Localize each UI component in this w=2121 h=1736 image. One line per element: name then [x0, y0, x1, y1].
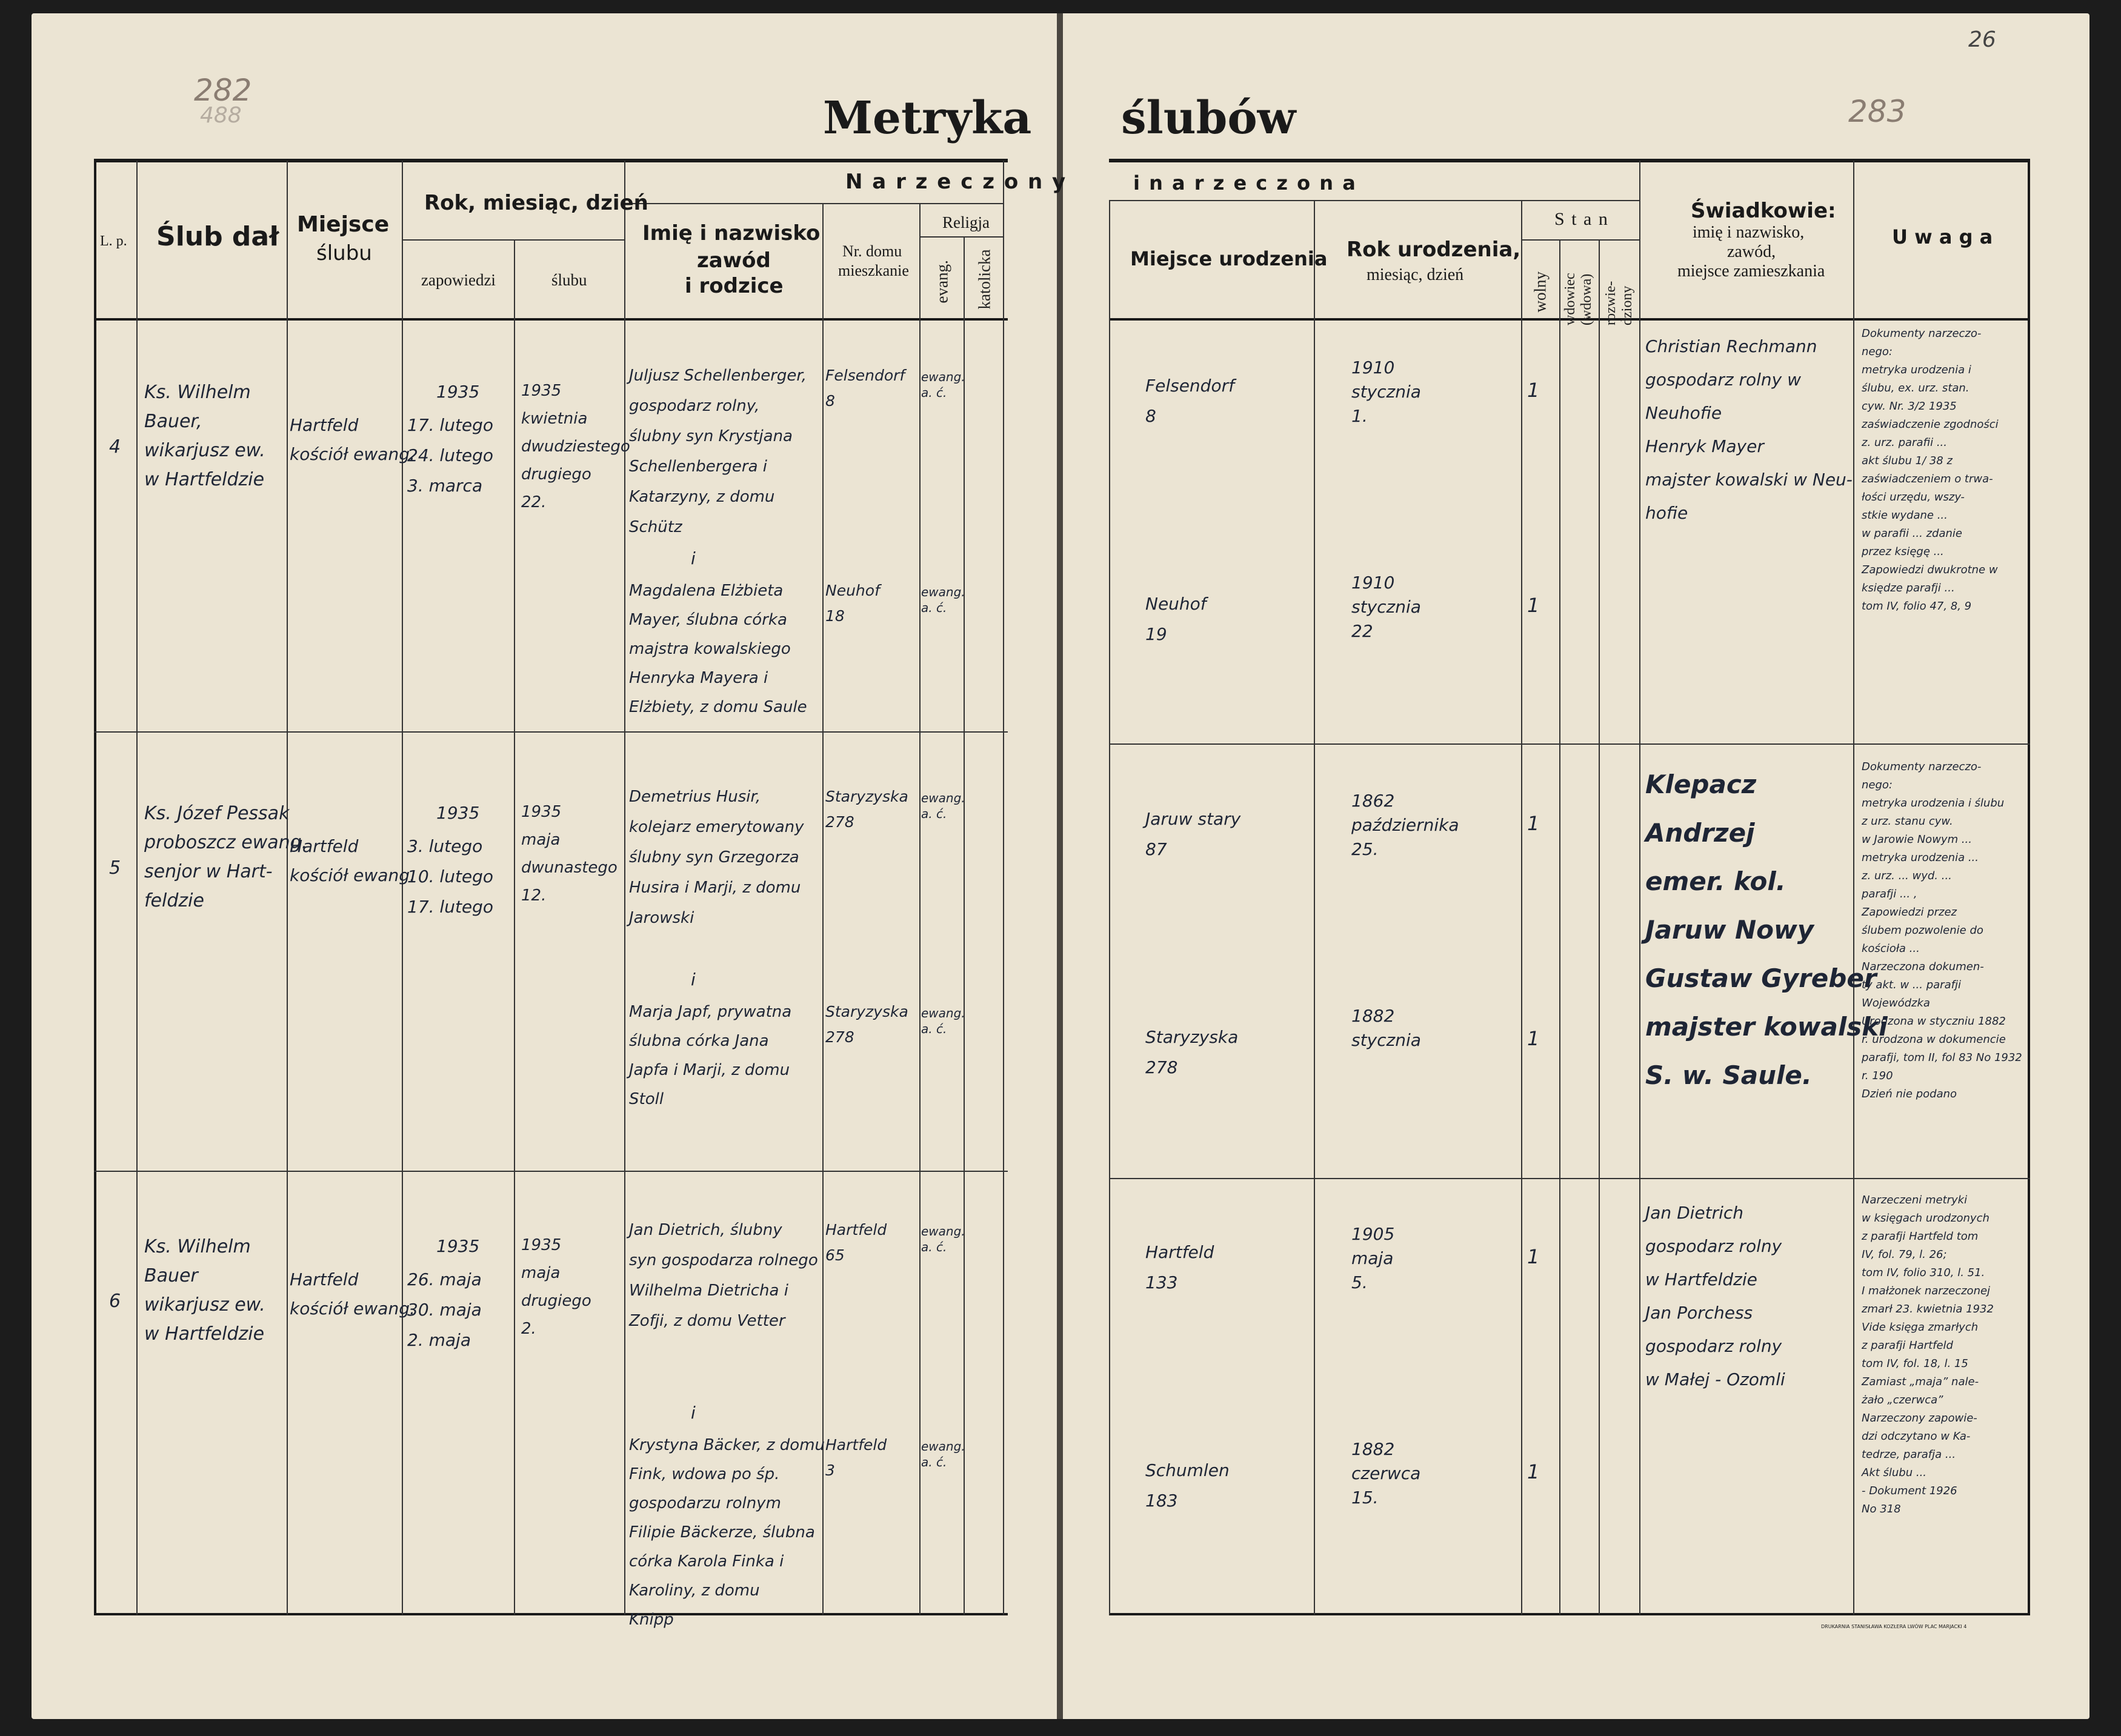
- groom-religion: a. ć.: [921, 806, 947, 821]
- bride-house: 3: [825, 1462, 835, 1479]
- groom-birthdate: maja: [1351, 1248, 1394, 1268]
- remarks: Dokumenty narzeczo-: [1862, 760, 1982, 773]
- wedding-date: kwietnia: [521, 410, 588, 428]
- entry-lp: 4: [109, 436, 121, 457]
- remarks: Zapowiedzi przez: [1862, 906, 1957, 919]
- and-separator: i: [691, 969, 696, 989]
- header-swiadkowie: Świadkowie:: [1691, 199, 1836, 223]
- bride-religion: a. ć.: [921, 1455, 947, 1469]
- officiant: w Hartfeldzie: [144, 1323, 265, 1345]
- witnesses: Gustaw Gyreber: [1645, 963, 1877, 993]
- and-separator: i: [691, 1403, 696, 1423]
- bride-religion: ewang.: [921, 1439, 965, 1454]
- remarks: cyw. Nr. 3/2 1935: [1862, 400, 1957, 413]
- remarks: r. 190: [1862, 1069, 1893, 1082]
- bride-birthplace: 183: [1145, 1491, 1178, 1511]
- remarks: z urz. stanu cyw.: [1862, 815, 1953, 828]
- header-rok-miesiac-dzien: Rok, miesiąc, dzień: [424, 191, 648, 215]
- bride-religion: a. ć.: [921, 1022, 947, 1036]
- and-separator: i: [691, 548, 696, 568]
- row-divider-1-left: [94, 731, 1008, 733]
- officiant: w Hartfeldzie: [144, 469, 265, 490]
- groom-house: 8: [825, 392, 835, 410]
- bride-details: Mayer, ślubna córka: [629, 611, 787, 629]
- remarks: w księgach urodzonych: [1862, 1212, 1989, 1225]
- remarks: Narzeczony zapowie-: [1862, 1412, 1977, 1425]
- remarks: metryka urodzenia ...: [1862, 851, 1979, 864]
- groom-birthplace: 133: [1145, 1272, 1178, 1292]
- groom-religion: a. ć.: [921, 1240, 947, 1254]
- bride-stan: 1: [1527, 594, 1540, 617]
- bride-birthplace: 19: [1145, 624, 1167, 644]
- remarks: Narzeczona dokumen-: [1862, 960, 1984, 973]
- groom-house: Felsendorf: [825, 367, 905, 384]
- groom-birthdate: stycznia: [1351, 382, 1421, 402]
- remarks: dzi odczytano w Ka-: [1862, 1430, 1971, 1443]
- groom-details: Husira i Marji, z domu: [629, 879, 801, 897]
- bride-birthplace: Neuhof: [1145, 594, 1207, 614]
- groom-details: Juljusz Schellenberger,: [629, 367, 807, 385]
- witnesses: gospodarz rolny w: [1645, 370, 1801, 390]
- groom-birthplace: 87: [1145, 839, 1167, 859]
- header-mieszkanie: mieszkanie: [838, 262, 909, 279]
- bride-details: Filipie Bäckerze, ślubna: [629, 1523, 815, 1541]
- remarks: w parafii ... zdanie: [1862, 527, 1962, 540]
- remarks: ty akt. w ... parafji: [1862, 979, 1961, 991]
- witnesses: Henryk Mayer: [1645, 436, 1764, 456]
- header-rok-urodzenia: Rok urodzenia,: [1347, 238, 1521, 262]
- col-line: [287, 161, 288, 1615]
- witnesses: Jan Dietrich: [1645, 1203, 1744, 1223]
- groom-details: Zofji, z domu Vetter: [629, 1312, 785, 1330]
- header-bottom-border-left: [94, 318, 1008, 321]
- row-divider-1-right: [1109, 743, 2030, 745]
- remarks: z parafji Hartfeld: [1862, 1339, 1953, 1352]
- groom-religion: ewang.: [921, 791, 965, 805]
- officiant: Bauer: [144, 1265, 198, 1286]
- bride-details: Henryka Mayera i: [629, 669, 768, 687]
- remarks: zmarł 23. kwietnia 1932: [1862, 1303, 1994, 1315]
- bride-birthplace: Staryzyska: [1145, 1027, 1239, 1047]
- banns-year: 1935: [436, 382, 480, 402]
- witnesses: gospodarz rolny: [1645, 1336, 1782, 1356]
- groom-birthplace: Jaruw stary: [1145, 809, 1241, 829]
- remarks: akt ślubu 1/ 38 z: [1862, 454, 1953, 467]
- groom-details: Demetrius Husir,: [629, 788, 761, 806]
- witnesses: gospodarz rolny: [1645, 1236, 1782, 1256]
- groom-details: Jan Dietrich, ślubny: [629, 1221, 782, 1239]
- table-top-border-right: [1109, 159, 2030, 162]
- bride-details: Magdalena Elżbieta: [629, 582, 784, 600]
- banns-dates: 2. maja: [407, 1330, 471, 1350]
- groom-birthdate: 5.: [1351, 1272, 1368, 1292]
- col-line: [136, 161, 138, 1615]
- bride-stan: 1: [1527, 1460, 1540, 1483]
- subheader-line: [919, 236, 1003, 238]
- bride-birthplace: Schumlen: [1145, 1460, 1230, 1480]
- col-line: [822, 203, 824, 1615]
- bride-birthdate: 1882: [1351, 1006, 1395, 1026]
- groom-stan: 1: [1527, 1245, 1540, 1268]
- bride-details: Krystyna Bäcker, z domu: [629, 1436, 825, 1454]
- col-line: [1109, 200, 1110, 1615]
- col-line: [624, 161, 625, 1615]
- col-line: [1559, 239, 1560, 1615]
- wedding-date: 1935: [521, 1236, 562, 1254]
- officiant: proboszcz ewang.: [144, 832, 308, 853]
- officiant: wikarjusz ew.: [144, 440, 265, 461]
- banns-dates: 17. lutego: [407, 415, 494, 435]
- page-title-right: ślubów: [1121, 92, 1296, 144]
- witnesses: S. w. Saule.: [1645, 1060, 1812, 1090]
- marriage-place: kościół ewang.: [290, 865, 415, 885]
- header-rodzice: i rodzice: [685, 274, 784, 298]
- witnesses: w Hartfeldzie: [1645, 1269, 1757, 1289]
- remarks: I małżonek narzeczonej: [1862, 1285, 1991, 1297]
- bride-house: Staryzyska: [825, 1003, 908, 1020]
- header-stan: S t a n: [1554, 209, 1609, 229]
- remarks: Wojewódzka: [1862, 997, 1930, 1009]
- col-line: [964, 236, 965, 1615]
- groom-birthdate: 1.: [1351, 406, 1368, 426]
- witnesses: Jaruw Nowy: [1645, 915, 1814, 945]
- groom-details: Wilhelma Dietricha i: [629, 1282, 788, 1300]
- table-bottom-border-left: [94, 1613, 1008, 1615]
- header-religja: Religja: [942, 213, 990, 231]
- remarks: - Dokument 1926: [1862, 1485, 1957, 1497]
- remarks: Zamiast „maja” nale-: [1862, 1375, 1979, 1388]
- bride-birthplace: 278: [1145, 1057, 1178, 1077]
- left-border: [94, 159, 96, 1615]
- header-slubu: ślubu: [316, 241, 372, 265]
- bride-birthdate: stycznia: [1351, 597, 1421, 617]
- header-slubu-date: ślubu: [551, 271, 587, 289]
- remarks: Vide księga zmarłych: [1862, 1321, 1979, 1334]
- right-border: [2028, 159, 2030, 1615]
- groom-birthplace: 8: [1145, 406, 1156, 426]
- groom-house: 65: [825, 1246, 845, 1264]
- pencil-folio-number: 26: [1968, 27, 1996, 52]
- header-zawod: zawód: [697, 248, 771, 273]
- header-lp: L. p.: [100, 233, 127, 249]
- remarks: parafji ... ,: [1862, 888, 1917, 900]
- bride-details: Japfa i Marji, z domu: [629, 1061, 790, 1079]
- groom-details: Jarowski: [629, 909, 694, 927]
- remarks: parafji, tom II, fol 83 No 1932: [1862, 1051, 2022, 1064]
- groom-birthdate: 1862: [1351, 791, 1395, 811]
- wedding-date: dwudziestego: [521, 437, 630, 456]
- remarks: tom IV, folio 47, 8, 9: [1862, 600, 1972, 613]
- remarks: łości urzędu, wszy-: [1862, 491, 1965, 504]
- wedding-date: dwunastego: [521, 859, 618, 877]
- bride-house: 278: [825, 1028, 854, 1046]
- col-line: [1003, 161, 1004, 1615]
- header-nr-domu: Nr. domu: [842, 242, 902, 260]
- banns-dates: 30. maja: [407, 1300, 482, 1320]
- page-title-left: Metryka: [823, 92, 1032, 144]
- witnesses: w Małej - Ozomli: [1645, 1369, 1785, 1389]
- groom-birthdate: 1910: [1351, 358, 1395, 377]
- witnesses: Neuhofie: [1645, 403, 1722, 423]
- header-zapowiedzi: zapowiedzi: [421, 271, 496, 289]
- bride-details: majstra kowalskiego: [629, 640, 791, 658]
- bride-birthdate: stycznia: [1351, 1030, 1421, 1050]
- remarks: kościoła ...: [1862, 942, 1920, 955]
- groom-birthdate: października: [1351, 815, 1459, 835]
- banns-year: 1935: [436, 803, 480, 823]
- book-gutter: [1057, 13, 1063, 1719]
- table-bottom-border-right: [1109, 1613, 2030, 1615]
- header-evang: evang.: [933, 260, 951, 304]
- entry-lp: 5: [109, 857, 121, 879]
- remarks: nego:: [1862, 779, 1893, 791]
- banns-dates: 26. maja: [407, 1269, 482, 1289]
- remarks: żało „czerwca”: [1862, 1394, 1943, 1406]
- header-miejsce-urodzenia: Miejsce urodzenia: [1130, 247, 1328, 270]
- wedding-date: 12.: [521, 886, 547, 905]
- groom-details: Schellenbergera i: [629, 457, 767, 476]
- remarks: IV, fol. 79, l. 26;: [1862, 1248, 1947, 1261]
- header-wdowiec: wdowiec (wdowa): [1562, 273, 1594, 325]
- bride-house: 18: [825, 607, 845, 625]
- bride-details: Marja Japf, prywatna: [629, 1003, 792, 1021]
- row-divider-2-left: [94, 1171, 1008, 1172]
- groom-stan: 1: [1527, 812, 1540, 835]
- officiant: senjor w Hart-: [144, 861, 273, 882]
- groom-religion: ewang.: [921, 370, 965, 384]
- bride-birthdate: 1910: [1351, 573, 1395, 593]
- remarks: z. urz. parafii ...: [1862, 436, 1947, 449]
- col-line: [402, 161, 403, 1615]
- groom-birthdate: 25.: [1351, 839, 1379, 859]
- remarks: w Jarowie Nowym ...: [1862, 833, 1972, 846]
- witnesses: Christian Rechmann: [1645, 336, 1817, 356]
- bride-house: Neuhof: [825, 582, 880, 599]
- banns-dates: 17. lutego: [407, 897, 494, 917]
- remarks: Dokumenty narzeczo-: [1862, 327, 1982, 340]
- header-katolicka: katolicka: [975, 249, 994, 310]
- officiant: Ks. Wilhelm: [144, 382, 251, 403]
- bride-religion: ewang.: [921, 1006, 965, 1020]
- header-miesiac-dzien: miesiąc, dzień: [1367, 265, 1464, 284]
- officiant: wikarjusz ew.: [144, 1294, 265, 1315]
- remarks: przez księgę ...: [1862, 545, 1944, 558]
- witnesses: Jan Porchess: [1645, 1303, 1753, 1323]
- subheader-line: [624, 203, 1003, 204]
- col-line: [1599, 239, 1600, 1615]
- remarks: z. urz. ... wyd. ...: [1862, 870, 1952, 882]
- bride-details: Elżbiety, z domu Saule: [629, 698, 807, 716]
- remarks: z parafji Hartfeld tom: [1862, 1230, 1979, 1243]
- col-line: [1639, 161, 1640, 1615]
- remarks: tedrze, parafja ...: [1862, 1448, 1956, 1461]
- officiant: Ks. Wilhelm: [144, 1236, 251, 1257]
- row-divider-2-right: [1109, 1178, 2030, 1179]
- header-swiadkowie-miejsce: miejsce zamieszkania: [1677, 262, 1825, 281]
- officiant: feldzie: [144, 890, 204, 911]
- header-slub-dal: Ślub dał: [156, 221, 279, 252]
- bride-house: Hartfeld: [825, 1436, 887, 1454]
- remarks: metryka urodzenia i ślubu: [1862, 797, 2005, 810]
- remarks: No 318: [1862, 1503, 1901, 1515]
- remarks: tom IV, fol. 18, l. 15: [1862, 1357, 1968, 1370]
- banns-dates: 3. lutego: [407, 836, 483, 856]
- witnesses: majster kowalski: [1645, 1012, 1888, 1042]
- subheader-line: [1109, 200, 1639, 201]
- bride-details: Fink, wdowa po śp.: [629, 1465, 780, 1483]
- wedding-date: drugiego: [521, 1292, 591, 1310]
- remarks: księdze parafji ...: [1862, 582, 1955, 594]
- header-wolny: wolny: [1531, 271, 1550, 313]
- wedding-date: 2.: [521, 1320, 536, 1338]
- bride-details: córka Karola Finka i: [629, 1552, 784, 1571]
- marriage-place: Hartfeld: [290, 836, 359, 856]
- wedding-date: 1935: [521, 382, 562, 400]
- groom-details: kolejarz emerytowany: [629, 818, 804, 836]
- bride-religion: a. ć.: [921, 600, 947, 615]
- groom-house: Staryzyska: [825, 788, 908, 805]
- groom-house: Hartfeld: [825, 1221, 887, 1239]
- header-miejsce: Miejsce: [297, 212, 390, 237]
- groom-religion: a. ć.: [921, 385, 947, 400]
- remarks: ślubu, ex. urz. stan.: [1862, 382, 1970, 394]
- witnesses: Andrzej: [1645, 818, 1755, 848]
- remarks: zaświadczeniem o trwa-: [1862, 473, 1993, 485]
- wedding-date: 22.: [521, 493, 547, 511]
- col-line: [514, 239, 515, 1615]
- groom-birthplace: Felsendorf: [1145, 376, 1234, 396]
- wedding-date: maja: [521, 1264, 561, 1282]
- printer-footer: DRUKARNIA STANISŁAWA KOZŁERA LWÓW PLAC MARJACKI 4: [1821, 1624, 1967, 1629]
- header-narzeczony: N a r z e c z o n y: [845, 170, 1067, 194]
- marriage-place: Hartfeld: [290, 1269, 359, 1289]
- bride-birthdate: 15.: [1351, 1488, 1379, 1508]
- bride-details: Stoll: [629, 1090, 664, 1108]
- bride-religion: ewang.: [921, 585, 965, 599]
- groom-details: gospodarz rolny,: [629, 397, 760, 415]
- subheader-line: [1521, 239, 1639, 241]
- remarks: stkie wydane ...: [1862, 509, 1948, 522]
- remarks: Urodzona w styczniu 1882: [1862, 1015, 2006, 1028]
- bride-details: ślubna córka Jana: [629, 1032, 769, 1050]
- groom-details: Schütz: [629, 518, 682, 536]
- subheader-line: [402, 239, 624, 241]
- marriage-place: kościół ewang.: [290, 1299, 415, 1319]
- officiant: Ks. Józef Pessak: [144, 803, 290, 824]
- remarks: Dzień nie podano: [1862, 1088, 1957, 1100]
- wedding-date: 1935: [521, 803, 562, 821]
- wedding-date: maja: [521, 831, 561, 849]
- header-rozwiedziony: rozwie-dziony: [1603, 281, 1635, 325]
- table-top-border-left: [94, 159, 1008, 162]
- banns-year: 1935: [436, 1236, 480, 1256]
- groom-religion: ewang.: [921, 1224, 965, 1239]
- remarks: nego:: [1862, 345, 1893, 358]
- remarks: metryka urodzenia i: [1862, 364, 1971, 376]
- witnesses: Klepacz: [1645, 770, 1757, 799]
- bride-birthdate: czerwca: [1351, 1463, 1421, 1483]
- remarks: Akt ślubu ...: [1862, 1466, 1927, 1479]
- bride-details: Knipp: [629, 1611, 674, 1629]
- groom-details: syn gospodarza rolnego: [629, 1251, 818, 1269]
- officiant: Bauer,: [144, 411, 202, 432]
- pencil-page-number-right: 283: [1848, 94, 1906, 129]
- pencil-old-number-left: 488: [200, 103, 242, 128]
- bride-birthdate: 22: [1351, 621, 1373, 641]
- remarks: tom IV, folio 310, l. 51.: [1862, 1266, 1985, 1279]
- witnesses: hofie: [1645, 503, 1688, 523]
- remarks: ślubem pozwolenie do: [1862, 924, 1983, 937]
- marriage-place: kościół ewang.: [290, 444, 415, 464]
- banns-dates: 3. marca: [407, 476, 483, 496]
- groom-details: Katarzyny, z domu: [629, 488, 775, 506]
- pencil-page-number-left: 282: [194, 73, 252, 108]
- entry-lp: 6: [109, 1291, 121, 1312]
- remarks: zaświadczenie zgodności: [1862, 418, 1999, 431]
- col-line: [1521, 200, 1522, 1615]
- groom-house: 278: [825, 813, 854, 831]
- groom-birthdate: 1905: [1351, 1224, 1395, 1244]
- header-i-narzeczona: i n a r z e c z o n a: [1133, 171, 1357, 195]
- banns-dates: 24. lutego: [407, 445, 494, 465]
- banns-dates: 10. lutego: [407, 866, 494, 886]
- bride-birthdate: 1882: [1351, 1439, 1395, 1459]
- remarks: Narzeczeni metryki: [1862, 1194, 1968, 1206]
- header-swiadkowie-zawod: zawód,: [1727, 242, 1776, 261]
- marriage-place: Hartfeld: [290, 415, 359, 435]
- header-imie-nazwisko: Imię i nazwisko: [642, 221, 821, 245]
- col-line: [1853, 161, 1854, 1615]
- remarks: r. urodzona w dokumencie: [1862, 1033, 2006, 1046]
- col-line: [919, 203, 921, 1615]
- col-line: [1314, 200, 1315, 1615]
- groom-details: ślubny syn Krystjana: [629, 427, 793, 445]
- witnesses: majster kowalski w Neu-: [1645, 470, 1853, 490]
- groom-stan: 1: [1527, 379, 1540, 402]
- bride-details: gospodarzu rolnym: [629, 1494, 781, 1512]
- remarks: Zapowiedzi dwukrotne w: [1862, 564, 1998, 576]
- bride-stan: 1: [1527, 1027, 1540, 1050]
- wedding-date: drugiego: [521, 465, 591, 484]
- header-uwaga: U w a g a: [1892, 225, 1993, 248]
- header-swiadkowie-imie: imię i nazwisko,: [1693, 223, 1805, 242]
- groom-details: ślubny syn Grzegorza: [629, 848, 799, 866]
- witnesses: emer. kol.: [1645, 866, 1786, 896]
- groom-birthplace: Hartfeld: [1145, 1242, 1214, 1262]
- bride-details: Karoliny, z domu: [629, 1581, 760, 1600]
